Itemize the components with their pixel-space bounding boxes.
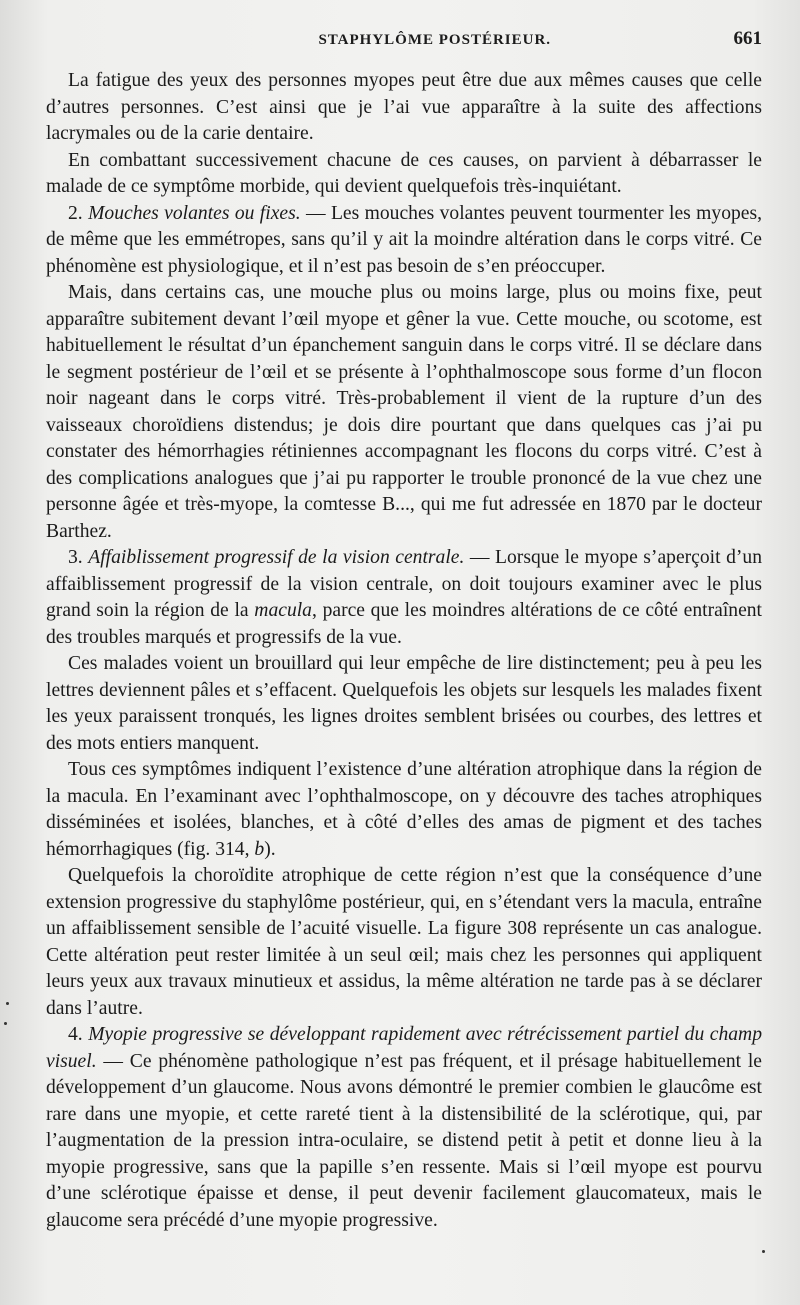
paragraph-text: La fatigue des yeux des personnes myopes peut être due aux mêmes causes que celle d’autres personnes. C’est ainsi que je l’ai vue apparaître à la suite des affections lacrymales ou de la carie dentaire. [46,70,762,144]
paragraph-text: ). [264,838,276,860]
paragraph-text: Tous ces symptômes indiquent l’existence d’une altération atrophique dans la région de la macula. En l’examinant avec l’ophthalmoscope, on y découvre des taches atrophiques disséminées et isolées, blanches, et à côté d’elles des amas de pigment et des taches hémorrhagiques (fig. 314, [46,759,762,860]
ink-speck [762,1250,765,1253]
section-2-mouches [46,201,762,281]
section-number: 4. [68,1024,89,1045]
paragraph-text: Mais, dans certains cas, une mouche plus ou moins large, plus ou moins fixe, peut apparaître subitement devant l’œil myope et gêner la vue. Cette mouche, ou scotome, est habituellement le résultat d’un épanchement sanguin dans le corps vitré. Il se déclare dans le segment postérieur de l’œil et se présente à l’ophthalmoscope sous forme d’un flocon noir nageant dans le corps vitré. Très-probablement il vient de la rupture d’un des vaisseaux choroïdiens distendus; je dois dire pourtant que dans quelques cas j’ai pu constater des hémorrhagies rétiniennes accompagnant les flocons du corps vitré. C’est à des complications analogues que j’ai pu rapporter le trouble prononcé de la vue chez une personne âgée et très-myope, la comtesse B..., qui me fut adressée en 1870 par le docteur Barthez. [46,282,762,542]
section-3-affaiblissement [46,545,762,651]
section-title: Myopie progressive se développant rapidement avec rétrécissement partiel du champ visuel. [46,1024,763,1072]
section-4-myopie-progressive [46,1022,762,1234]
page-header [46,28,762,68]
italic-term: b [254,838,265,860]
paragraph-symptomes [46,757,762,863]
paragraph-fatigue [46,68,762,148]
paragraph-combat [46,148,762,201]
paragraph-text: — Les mouches volantes peuvent tourmenter les myopes, de même que les emmétropes, sans qu’il y ait la moindre altération dans le corps vitré. Ce phénomène est physiologique, et il n’est pas besoin de s’en préoccuper. [46,202,763,277]
italic-term: macula [254,600,312,621]
section-number: 2. [68,202,89,224]
paragraph-text: , parce que les moindres altérations de ce côté entraînent des troubles marqués et progressifs de la vue. [46,600,763,648]
paragraph-text: En combattant successivement chacune de ces causes, on parvient à débarrasser le malade de ce symptôme morbide, qui devient quelquefois très-inquiétant. [46,149,762,197]
ink-speck [6,1002,9,1005]
page-number: 661 [733,28,762,49]
running-title: STAPHYLÔME POSTÉRIEUR. [318,32,552,48]
paragraph-brouillard [46,651,762,757]
section-title: Mouches volantes ou fixes. [88,202,301,224]
paragraph-text: Quelquefois la choroïdite atrophique de cette région n’est que la conséquence d’une extension progressive du staphylôme postérieur, qui, en s’étendant vers la macula, entraîne un affaiblissement sensible de l’acuité visuelle. La figure 308 représente un cas analogue. Cette altération peut rester limitée à un seul œil; mais chez les personnes qui appliquent leurs yeux aux travaux minutieux et assidus, la même altération ne tarde pas à se déclarer dans l’autre. [46,865,762,1019]
section-number: 3. [68,547,89,568]
paragraph-choroidite [46,863,762,1022]
paragraph-text: Ces malades voient un brouillard qui leur empêche de lire distinctement; peu à peu les lettres deviennent pâles et s’effacent. Quelquefois les objets sur lesquels les malades fixent les yeux paraissent tronqués, les lignes droites semblent brisées ou courbes, des lettres et des mots entiers manquent. [46,653,762,754]
paragraph-text: — Lorsque le myope s’aperçoit d’un affaiblissement progressif de la vision centrale, on doit toujours examiner avec le plus grand soin la région de la [46,547,762,621]
section-title: Affaiblissement progressif de la vision centrale. [88,547,465,568]
page-body [46,68,762,1234]
paragraph-text: — Ce phénomène pathologique n’est pas fréquent, et il présage habituellement le développement d’un glaucome. Nous avons démontré le premier combien le glaucôme est rare dans une myopie, et cette rareté tient à la distensibilité de la sclérotique, qui, par l’augmentation de la pression intra-oculaire, se distend petit à petit et donne lieu à la myopie progressive, sans que la papille s’en ressente. Mais si l’œil myope est pourvu d’une sclérotique épaisse et dense, il peut devenir facilement glaucomateux, mais le glaucome sera précédé d’une myopie progressive. [46,1050,762,1231]
ink-speck [4,1022,7,1025]
paragraph-scotome [46,280,762,545]
